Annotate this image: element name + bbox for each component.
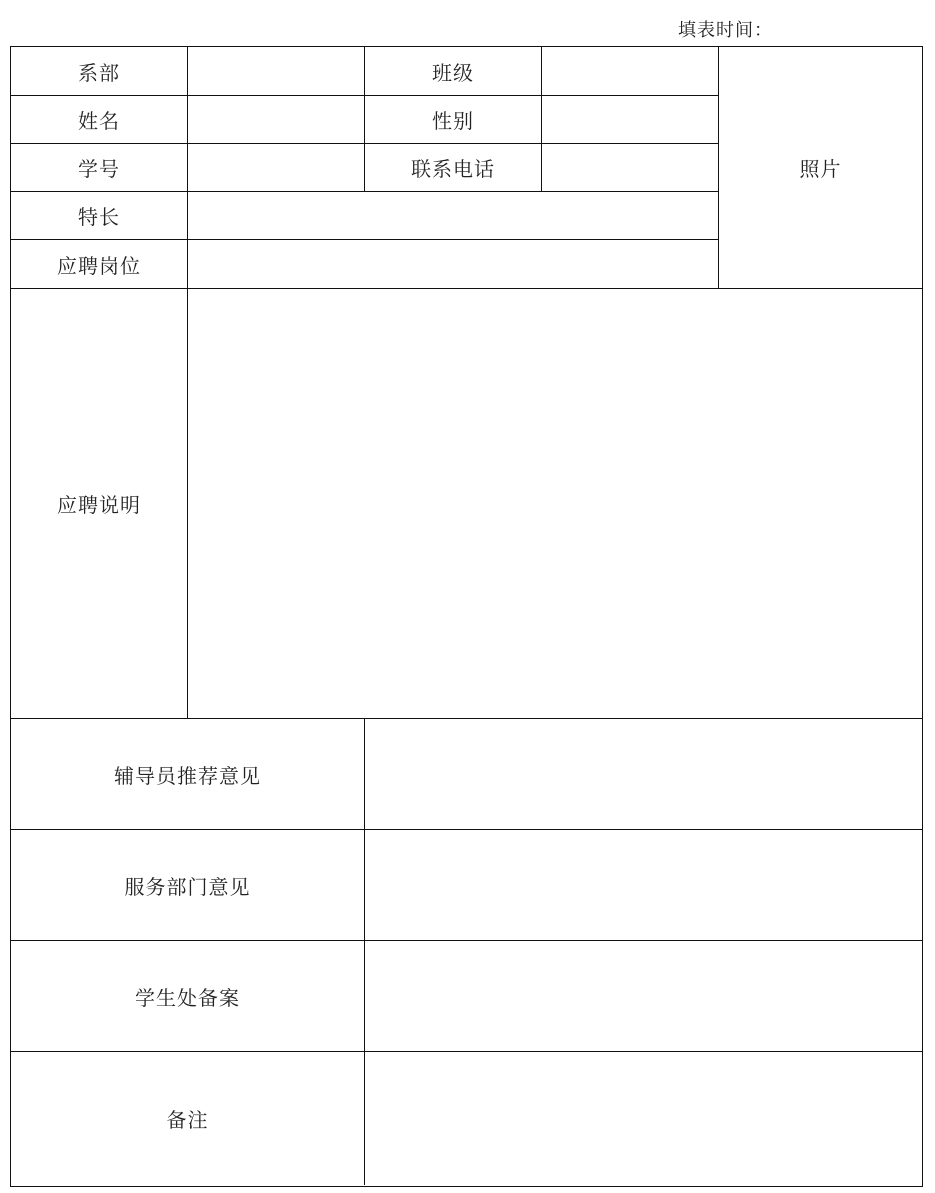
remarks-label: 备注 [11,1052,365,1185]
service-dept-opinion-label: 服务部门意见 [11,830,365,941]
description-field[interactable] [188,289,922,719]
service-dept-opinion-field[interactable] [365,830,922,941]
application-form [10,46,923,1187]
counselor-opinion-field[interactable] [365,719,922,830]
gender-field[interactable] [542,96,719,144]
student-office-record-label: 学生处备案 [11,941,365,1052]
class-field[interactable] [542,47,719,96]
photo-box[interactable]: 照片 [719,47,922,289]
phone-field[interactable] [542,144,719,192]
specialty-field[interactable] [188,192,719,240]
remarks-field[interactable] [365,1052,922,1185]
class-label: 班级 [365,47,542,96]
department-field[interactable] [188,47,365,96]
fill-time-label: 填表时间： [678,20,773,41]
phone-label: 联系电话 [365,144,542,192]
position-field[interactable] [188,240,719,289]
gender-label: 性别 [365,96,542,144]
name-field[interactable] [188,96,365,144]
student-office-record-field[interactable] [365,941,922,1052]
specialty-label: 特长 [11,192,188,240]
position-label: 应聘岗位 [11,240,188,289]
description-label: 应聘说明 [11,289,188,719]
name-label: 姓名 [11,96,188,144]
department-label: 系部 [11,47,188,96]
student-id-field[interactable] [188,144,365,192]
student-id-label: 学号 [11,144,188,192]
counselor-opinion-label: 辅导员推荐意见 [11,719,365,830]
